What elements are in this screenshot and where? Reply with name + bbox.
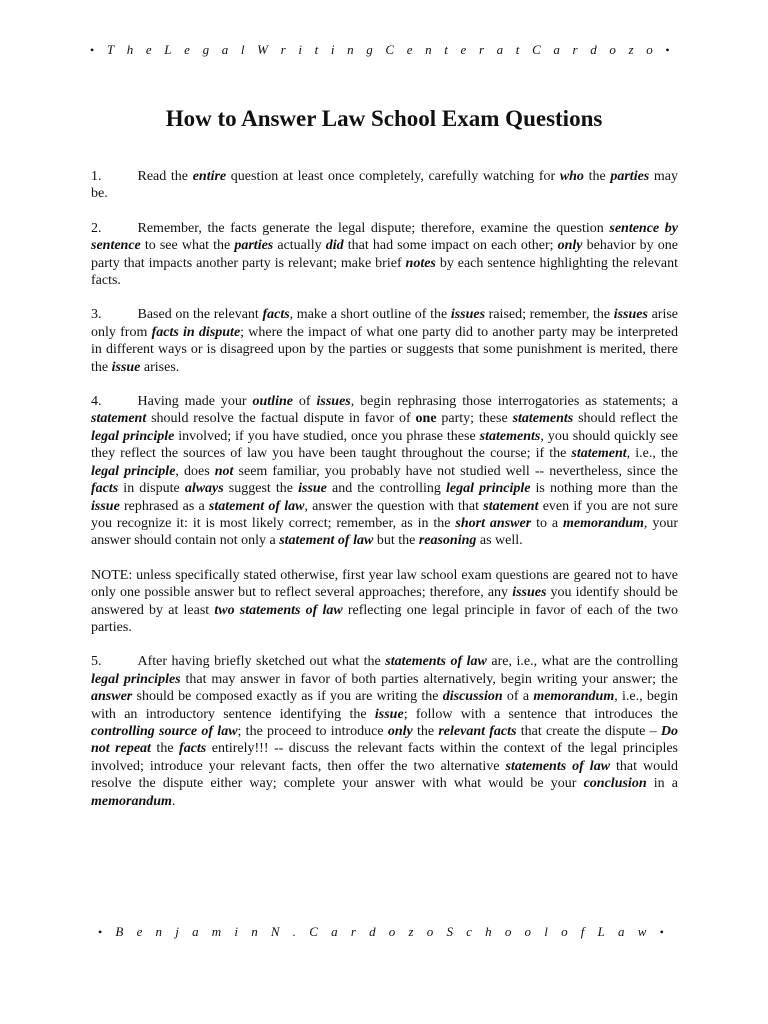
- item-number: 3.: [91, 307, 102, 323]
- page-title: How to Answer Law School Exam Questions: [165, 106, 603, 131]
- footer-bullet-right: •: [659, 924, 664, 939]
- footer-char: d: [369, 924, 376, 939]
- footer-char: h: [485, 924, 492, 939]
- footer-char: o: [504, 924, 512, 939]
- item-number: 2.: [91, 220, 102, 236]
- footer-char: z: [408, 924, 414, 939]
- footer-char: N: [270, 924, 280, 939]
- footer-char: S: [446, 924, 453, 939]
- header-char: t: [515, 42, 520, 57]
- item-number: 4.: [91, 394, 102, 410]
- item-number: 1.: [91, 169, 102, 184]
- document-body: [91, 168, 678, 827]
- paragraph-5: 5. After having briefly sketched out what the statements of law are, i.e., what are the controlling legal principles that may answer in favor of both parties alternatively, begin writing your answer; the answer should be composed exactly as if you are writing the discussion of a memorandum, i.e., begin with an introductory sentence identifying the issue; follow with a sentence that introduces the controlling source of law; the proceed to introduce only the relevant facts that create the dispute – Do not repeat the facts entirely!!! -- discuss the relevant facts within the context of the legal principles involved; introduce your relevant facts, then offer the two alternative statements of law that would resolve the dispute either way; complete your answer with what would be your conclusion in a memorandum.: [91, 654, 679, 809]
- header-char: i: [298, 42, 302, 57]
- footer-char: l: [544, 924, 548, 939]
- footer-char: o: [524, 924, 532, 939]
- header-char: g: [202, 42, 210, 57]
- note-paragraph: NOTE: unless specifically stated otherwise, first year law school exam questions are geared not to have only one possible answer but to reflect several approaches; therefore, any issues you identify should be answered by at least two statements of law reflecting one legal principle in favor of each of the two parties.: [91, 567, 679, 635]
- header-char: r: [572, 42, 578, 57]
- footer-char: a: [192, 924, 199, 939]
- footer-char: w: [637, 924, 647, 939]
- header-char: i: [330, 42, 335, 57]
- footer-bullet-left: •: [98, 924, 103, 939]
- footer-char: o: [426, 924, 434, 939]
- header-char: a: [221, 42, 229, 57]
- header-char: e: [460, 42, 467, 57]
- header-char: W: [257, 42, 268, 57]
- footer-char: c: [466, 924, 472, 939]
- header-char: r: [280, 42, 286, 57]
- header-bullet-left: •: [90, 42, 95, 57]
- item-number: 5.: [91, 654, 102, 670]
- footer-char: i: [234, 924, 238, 939]
- header-char: T: [106, 42, 115, 57]
- header-char: n: [425, 42, 432, 57]
- header-char: a: [496, 42, 504, 57]
- header-char: n: [347, 42, 354, 57]
- footer-char: n: [251, 924, 258, 939]
- footer-char: B: [115, 924, 124, 939]
- footer-char: f: [580, 924, 585, 939]
- footer-char: r: [350, 924, 356, 939]
- header-char: z: [628, 42, 634, 57]
- header-char: C: [385, 42, 395, 57]
- header-char: d: [590, 42, 597, 57]
- footer-char: .: [292, 924, 297, 939]
- header-bullet-right: •: [665, 42, 670, 57]
- paragraph-3: 3. Based on the relevant facts, make a short outline of the issues raised; remember, the issues arise only from facts in dispute; where the impact of what one party did to another party may be interpreted in different ways or is disagreed upon by the parties or suggests that some punishment is merited, there the issue arises.: [91, 307, 679, 375]
- paragraph-1: 1. Read the entire question at least once completely, carefully watching for who the parties may be.: [91, 169, 679, 202]
- paragraph-4: 4. Having made your outline of issues, begin rephrasing those interrogatories as statements; a statement should resolve the factual dispute in favor of one party; these statements should reflect the legal principle involved; if you have studied, once you phrase these statements, you should quickly see they reflect the sources of law you have been taught throughout the course; if the statement, i.e., the legal principle, does not seem familiar, you probably have not studied well -- nevertheless, since the facts in dispute always suggest the issue and the controlling legal principle is nothing more than the issue rephrased as a statement of law, answer the question with that statement even if you are not sure you recognize it: it is most likely correct; remember, as in the short answer to a memorandum, your answer should contain not only a statement of law but the reasoning as well.: [91, 394, 679, 549]
- footer-char: m: [211, 924, 222, 939]
- header-char: L: [164, 42, 172, 57]
- footer-char: o: [388, 924, 396, 939]
- header-char: C: [532, 42, 541, 57]
- footer-char: e: [136, 924, 143, 939]
- header-char: o: [609, 42, 616, 57]
- header-char: t: [314, 42, 319, 57]
- header-char: t: [444, 42, 448, 57]
- header-char: e: [184, 42, 190, 57]
- footer-char: j: [175, 924, 179, 939]
- header-char: e: [145, 42, 152, 57]
- header-char: l: [240, 42, 245, 57]
- footer-char: L: [597, 924, 605, 939]
- header-char: g: [366, 42, 373, 57]
- header-char: e: [406, 42, 413, 57]
- header-char: h: [126, 42, 134, 57]
- page-footer: [98, 924, 664, 940]
- footer-char: o: [561, 924, 568, 939]
- footer-char: a: [331, 924, 338, 939]
- header-char: r: [478, 42, 485, 57]
- paragraph-2: 2. Remember, the facts generate the legal dispute; therefore, examine the question sentence by sentence to see what the parties actually did that had some impact on each other; only behavior by one party that impacts another party is relevant; make brief notes by each sentence highlighting the relevant facts.: [91, 220, 678, 289]
- footer-char: n: [155, 924, 163, 939]
- header-char: o: [646, 42, 653, 57]
- header-char: a: [553, 42, 560, 57]
- footer-char: a: [618, 924, 625, 939]
- page-header: [90, 42, 670, 58]
- footer-char: C: [309, 924, 318, 939]
